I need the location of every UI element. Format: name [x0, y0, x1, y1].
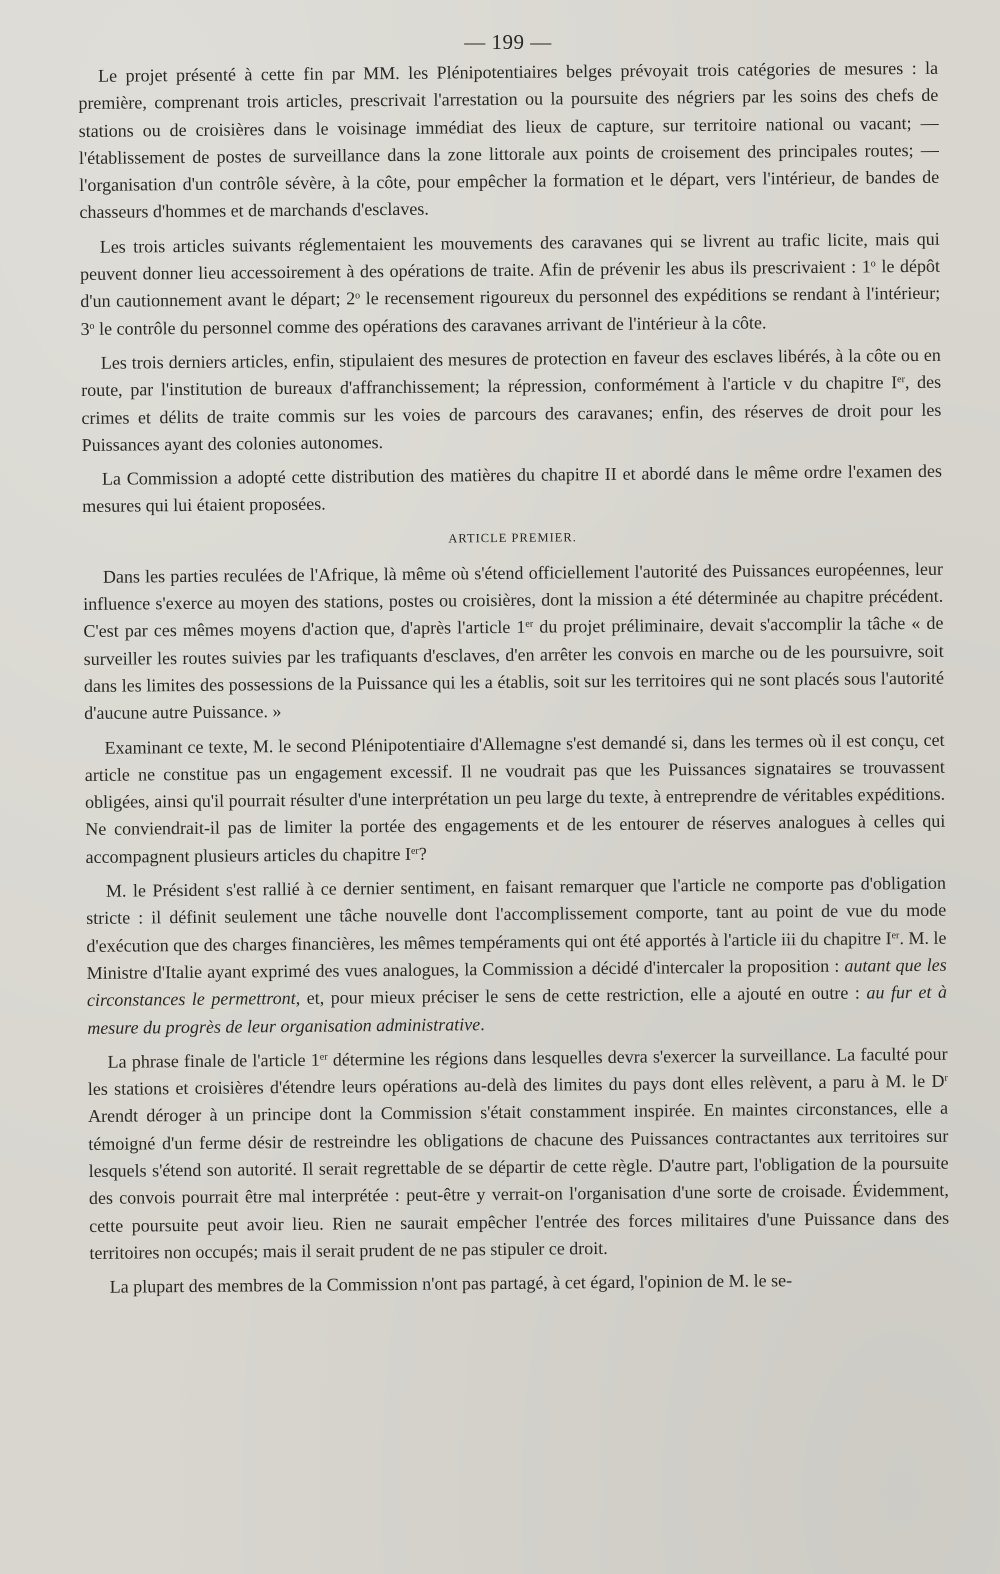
- paragraph-9: [90, 1266, 950, 1302]
- paragraph-text: ?: [418, 843, 427, 864]
- ordinal-superscript: er: [891, 929, 900, 941]
- ordinal-superscript: o: [355, 290, 361, 302]
- ordinal-superscript: er: [319, 1051, 328, 1063]
- page-number: — 199 —: [464, 30, 552, 54]
- paragraph-7: [86, 870, 948, 1042]
- paragraph-text: le dépôt d'un cautionnement avant le départ; 2: [80, 255, 941, 312]
- ordinal-superscript: o: [89, 320, 95, 332]
- paragraph-text: détermine les régions dans lesquelles devra s'exercer la surveillance. La faculté pour les stations et croisières d'étendre leurs opérations au-delà des limites du pays dont elles relèvent, a paru à M. le D: [87, 1043, 948, 1100]
- italic-quotation: autant que les circonstances le permettront: [86, 954, 947, 1011]
- paragraph-text: Arendt déroger à un principe dont la Commission s'était constamment inspirée. En maintes circonstances, elle a témoigné d'un ferme désir de restreindre les obligations de chacune des Puissances contractantes aux territoires sur lesquels s'étend son autorité. Il serait regrettable de se départir de cette règle. D'autre part, l'obligation de la poursuite des convois pourrait être mal interprétée : peut-être y verrait-on l'organisation d'une sorte de croisade. Évidemment, cette poursuite peut avoir lieu. Rien ne saurait empêcher l'entrée des forces militaires d'une Puissance dans des territoires non occupés; mais il serait prudent de ne pas stipuler ce droit.: [88, 1098, 950, 1263]
- paragraph-text: M. le Président s'est rallié à ce dernier sentiment, en faisant remarquer que l'article ne comporte pas d'obligation stricte : il définit seulement une tâche nouvelle dont l'accomplissement comporte, tant au point de vue du mode d'exécution que des charges financières, les mêmes tempéraments qui ont été apportés à l'article iii du chapitre I: [86, 872, 947, 956]
- paragraph-3: [81, 342, 942, 459]
- paragraph-text: Le projet présenté à cette fin par MM. les Plénipotentiaires belges prévoyait trois catégories de mesures : la première, comprenant trois articles, prescrivait l'arrestation ou la poursuite des négriers par les soins des chefs de stations ou de croisières dans le voisinage immédiat des lieux de capture, sur territoire national ou vacant; — l'établissement de postes de surveillance dans la zone littorale aux points de croisement des principales routes; — l'organisation d'un contrôle sévère, à la côte, pour empêcher la formation et le départ, vers l'intérieur, de bandes de chasseurs d'hommes et de marchands d'esclaves.: [78, 57, 940, 223]
- paragraph-6: [84, 726, 945, 871]
- italic-quotation: au fur et à mesure du progrès de leur organisation administrative: [87, 981, 948, 1038]
- paragraph-text: La phrase finale de l'article 1: [107, 1049, 320, 1072]
- paragraph-2: [80, 226, 941, 343]
- section-heading: ARTICLE PREMIER.: [448, 529, 577, 546]
- ordinal-superscript: er: [410, 845, 419, 857]
- ordinal-superscript: o: [870, 258, 876, 270]
- paragraph-text: . M. le Ministre d'Italie ayant exprimé des vues analogues, la Commission a décidé d'intercaler la proposition :: [86, 927, 947, 983]
- paragraph-4: [82, 458, 942, 521]
- paragraph-1: [78, 55, 940, 227]
- abbreviation-superscript: r: [944, 1072, 948, 1084]
- body-text: [78, 55, 950, 1302]
- paragraph-text: Examinant ce texte, M. le second Plénipotentiaire d'Allemagne s'est demandé si, dans les termes où il est conçu, cet article ne constitue pas un engagement excessif. Il ne voudrait pas que les Puissances signataires se trouvassent obligées, ainsi qu'il pourrait résulter d'une interprétation un peu large du texte, à entreprendre de véritables expéditions. Ne conviendrait-il pas de limiter la portée des engagements et de les entourer de réserves analogues à celles qui accompagnent plusieurs articles du chapitre I: [84, 729, 946, 867]
- paragraph-text: La plupart des membres de la Commission n'ont pas partagé, à cet égard, l'opinion de M. le se-: [109, 1270, 793, 1297]
- paragraph-text: du projet préliminaire, devait s'accomplir la tâche « de surveiller les routes suivies par les trafiquants d'esclaves, d'en arrêter les convois en marche ou de les poursuivre, soit dans les limites des possessions de la Puissance qui les a établis, soit sur les territoires qui ne sont placés sous l'autorité d'aucune autre Puissance. »: [83, 613, 945, 724]
- paragraph-text: , et, pour mieux préciser le sens de cette restriction, elle a ajouté en outre :: [295, 982, 867, 1009]
- ordinal-superscript: er: [525, 619, 534, 631]
- paragraph-text: , des crimes et délits de traite commis sur les voies de parcours des caravanes; enfin, des réserves de droit pour les Puissances ayant des colonies autonomes.: [81, 371, 942, 455]
- paragraph-5: [83, 555, 945, 727]
- paragraph-text: Dans les parties reculées de l'Afrique, là même où s'étend officiellement l'autorité des Puissances européennes, leur influence s'exerce au moyen des stations, postes ou croisières, dont la mission a été déterminée au chapitre précédent. C'est par ces mêmes moyens d'action que, d'après l'article 1: [83, 558, 944, 642]
- paragraph-8: [87, 1040, 949, 1267]
- paragraph-text: le recensement rigoureux du personnel des expéditions se rendant à l'intérieur; 3: [80, 283, 941, 339]
- paragraph-text: Les trois derniers articles, enfin, stipulaient des mesures de protection en faveur des esclaves libérés, à la côte ou en route, par l'institution de bureaux d'affranchissement; la répression, conformément à l'article v du chapitre I: [81, 344, 941, 401]
- paragraph-text: .: [480, 1013, 485, 1034]
- paragraph-text: Les trois articles suivants réglementaient les mouvements des caravanes qui se livrent au trafic licite, mais qui peuvent donner lieu accessoirement à des opérations de traite. Afin de prévenir les abus ils prescrivaient : 1: [79, 228, 940, 285]
- paragraph-text: La Commission a adopté cette distribution des matières du chapitre II et abordé dans le même ordre l'examen des mesures qui lui étaient proposées.: [82, 460, 943, 517]
- ordinal-superscript: er: [897, 374, 905, 386]
- paragraph-text: le contrôle du personnel comme des opérations des caravanes arrivant de l'intérieur à la côte.: [94, 312, 767, 339]
